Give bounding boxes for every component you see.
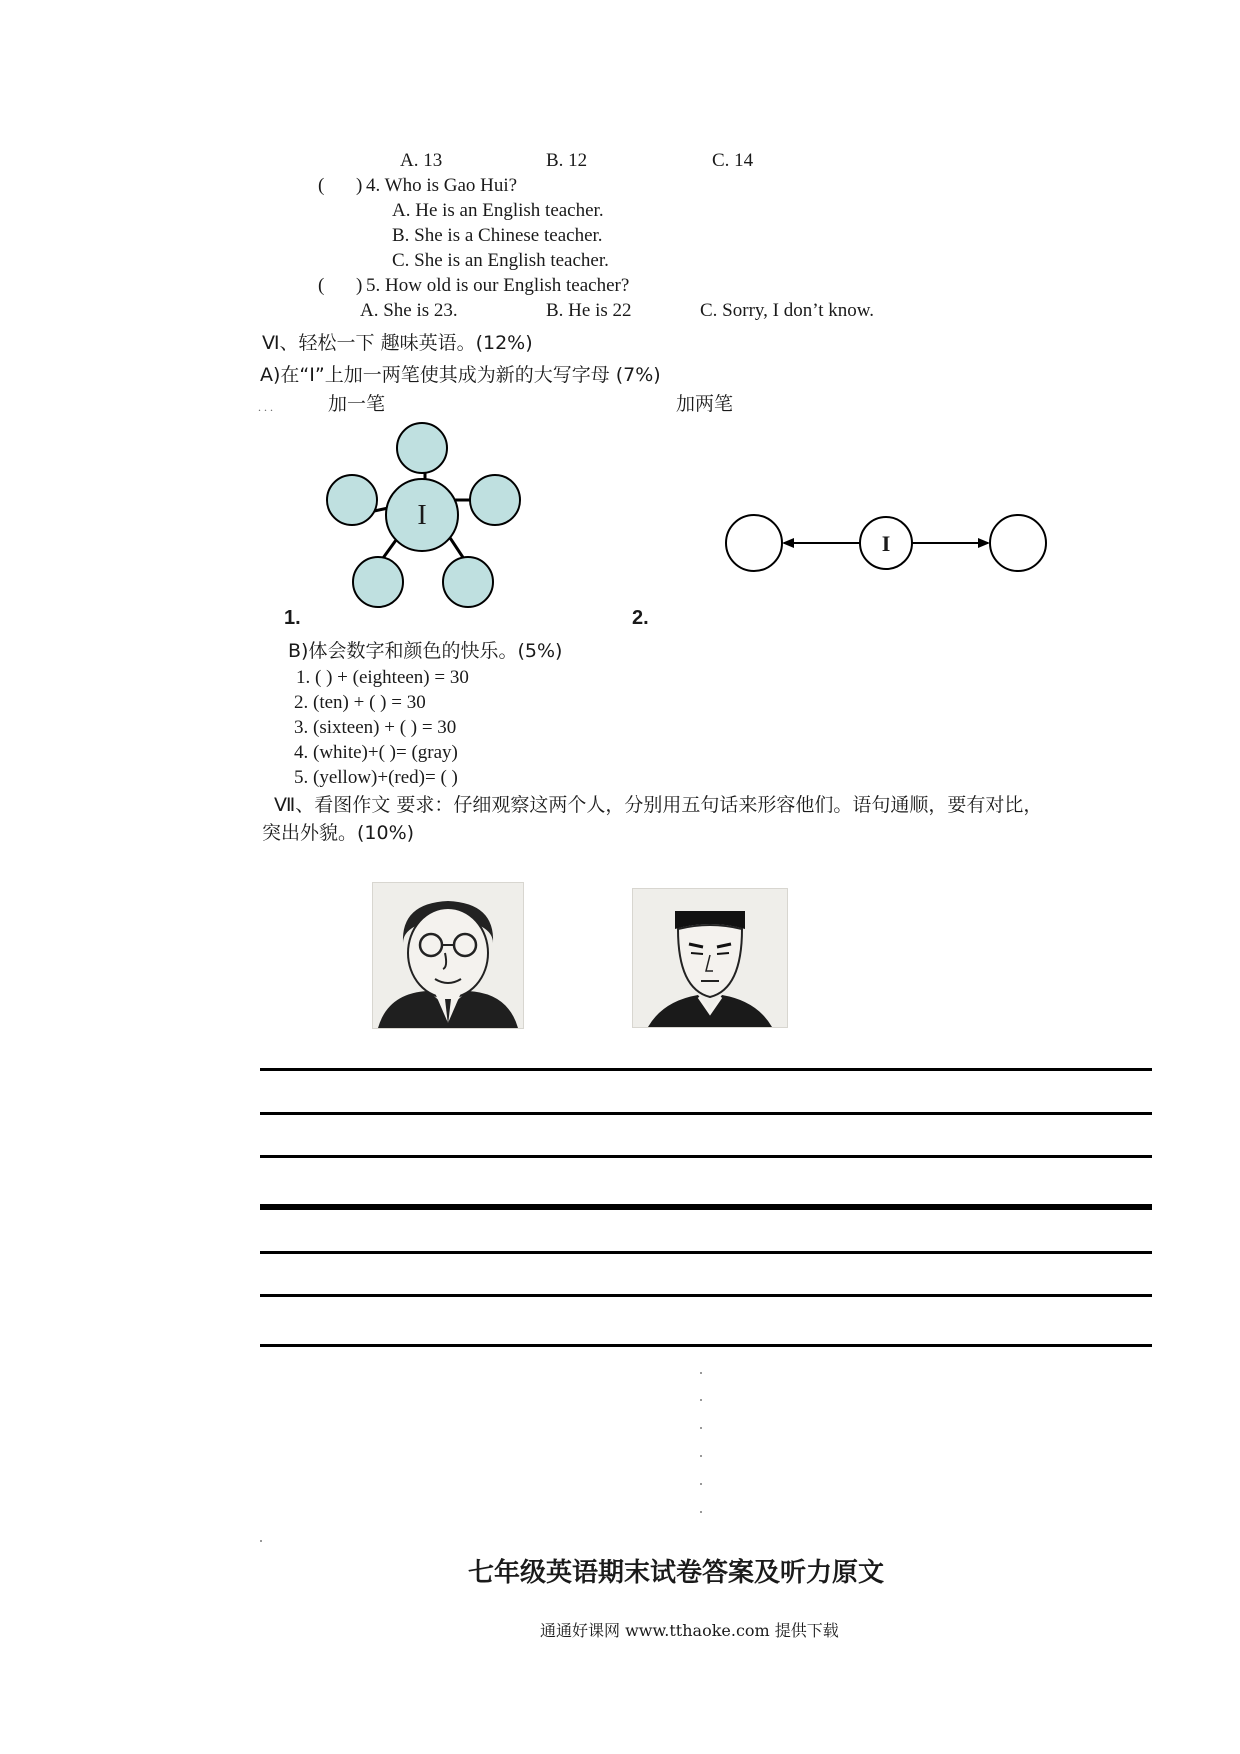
color-item-5: 5. (yellow)+(red)= ( )	[294, 767, 458, 788]
q4-answer-paren: (	[318, 175, 325, 196]
letter-diagram-one	[320, 420, 530, 615]
q4-option-c: C. She is an English teacher.	[392, 250, 609, 271]
face	[408, 908, 488, 998]
petal-circle-right	[470, 475, 520, 525]
writing-line	[260, 1344, 1152, 1347]
diagram-number-1: 1.	[284, 607, 301, 629]
section6-part-b: B)体会数字和颜色的快乐。(5%)	[288, 640, 563, 662]
scan-dot	[260, 1540, 262, 1542]
diagram-number-2: 2.	[632, 607, 649, 629]
scan-dot	[700, 1455, 702, 1457]
petal-circle-top	[397, 423, 447, 473]
scan-dot	[700, 1399, 702, 1401]
q3-option-a: A. 13	[400, 150, 443, 171]
q4-question: 4. Who is Gao Hui?	[366, 175, 518, 196]
left-circle	[726, 515, 782, 571]
scan-dot	[700, 1427, 702, 1429]
writing-line	[260, 1155, 1152, 1158]
writing-line	[260, 1204, 1152, 1210]
q4-option-b: B. She is a Chinese teacher.	[392, 225, 603, 246]
color-item-4: 4. (white)+( )= (gray)	[294, 742, 458, 763]
petal-circle-bottom-left	[353, 557, 403, 607]
footer-download-note: 通通好课网 www.tthaoke.com 提供下载	[540, 1621, 839, 1640]
scan-dot	[700, 1483, 702, 1485]
q5-option-c: C. Sorry, I don’t know.	[700, 300, 874, 321]
q3-option-b: B. 12	[546, 150, 588, 171]
section6-part-a: A)在“I”上加一两笔使其成为新的大写字母 (7%)	[260, 364, 661, 386]
portrait-younger-man	[632, 888, 788, 1028]
q5-question: 5. How old is our English teacher?	[366, 275, 630, 296]
petal-circle-left	[327, 475, 377, 525]
q4-option-a: A. He is an English teacher.	[392, 200, 604, 221]
writing-line	[260, 1068, 1152, 1071]
label-add-one-stroke: 加一笔	[328, 393, 386, 415]
answer-key-title: 七年级英语期末试卷答案及听力原文	[468, 1558, 885, 1588]
portrait-older-man	[372, 882, 524, 1029]
scan-dot	[700, 1372, 702, 1374]
diagram2-center-letter: I	[881, 531, 891, 556]
letter-diagram-two	[722, 510, 1052, 580]
writing-line	[260, 1112, 1152, 1115]
q5-answer-paren: (	[318, 275, 325, 296]
math-item-2: 2. (ten) + ( ) = 30	[294, 692, 426, 713]
right-circle	[990, 515, 1046, 571]
arrow-left-head	[782, 538, 794, 548]
writing-line	[260, 1251, 1152, 1254]
q5-option-a: A. She is 23.	[360, 300, 458, 321]
q4-answer-paren-close: )	[356, 175, 363, 196]
diagram1-center-letter: I	[417, 500, 427, 531]
arrow-right-head	[978, 538, 990, 548]
math-item-1: 1. ( ) + (eighteen) = 30	[296, 667, 469, 688]
q5-option-b: B. He is 22	[546, 300, 632, 321]
math-item-3: 3. (sixteen) + ( ) = 30	[294, 717, 457, 738]
petal-circle-bottom-right	[443, 557, 493, 607]
face	[678, 925, 742, 997]
section6-heading: Ⅵ、轻松一下 趣味英语。(12%)	[262, 332, 533, 354]
leading-dots: . . .	[258, 400, 273, 414]
q5-answer-paren-close: )	[356, 275, 363, 296]
writing-line	[260, 1294, 1152, 1297]
scan-dot	[700, 1511, 702, 1513]
label-add-two-strokes: 加两笔	[676, 393, 734, 415]
q3-option-c: C. 14	[712, 150, 754, 171]
section7-heading-line1: Ⅶ、看图作文 要求：仔细观察这两个人，分别用五句话来形容他们。语句通顺，要有对比，	[274, 794, 1043, 816]
section7-heading-line2: 突出外貌。(10%)	[262, 822, 415, 844]
